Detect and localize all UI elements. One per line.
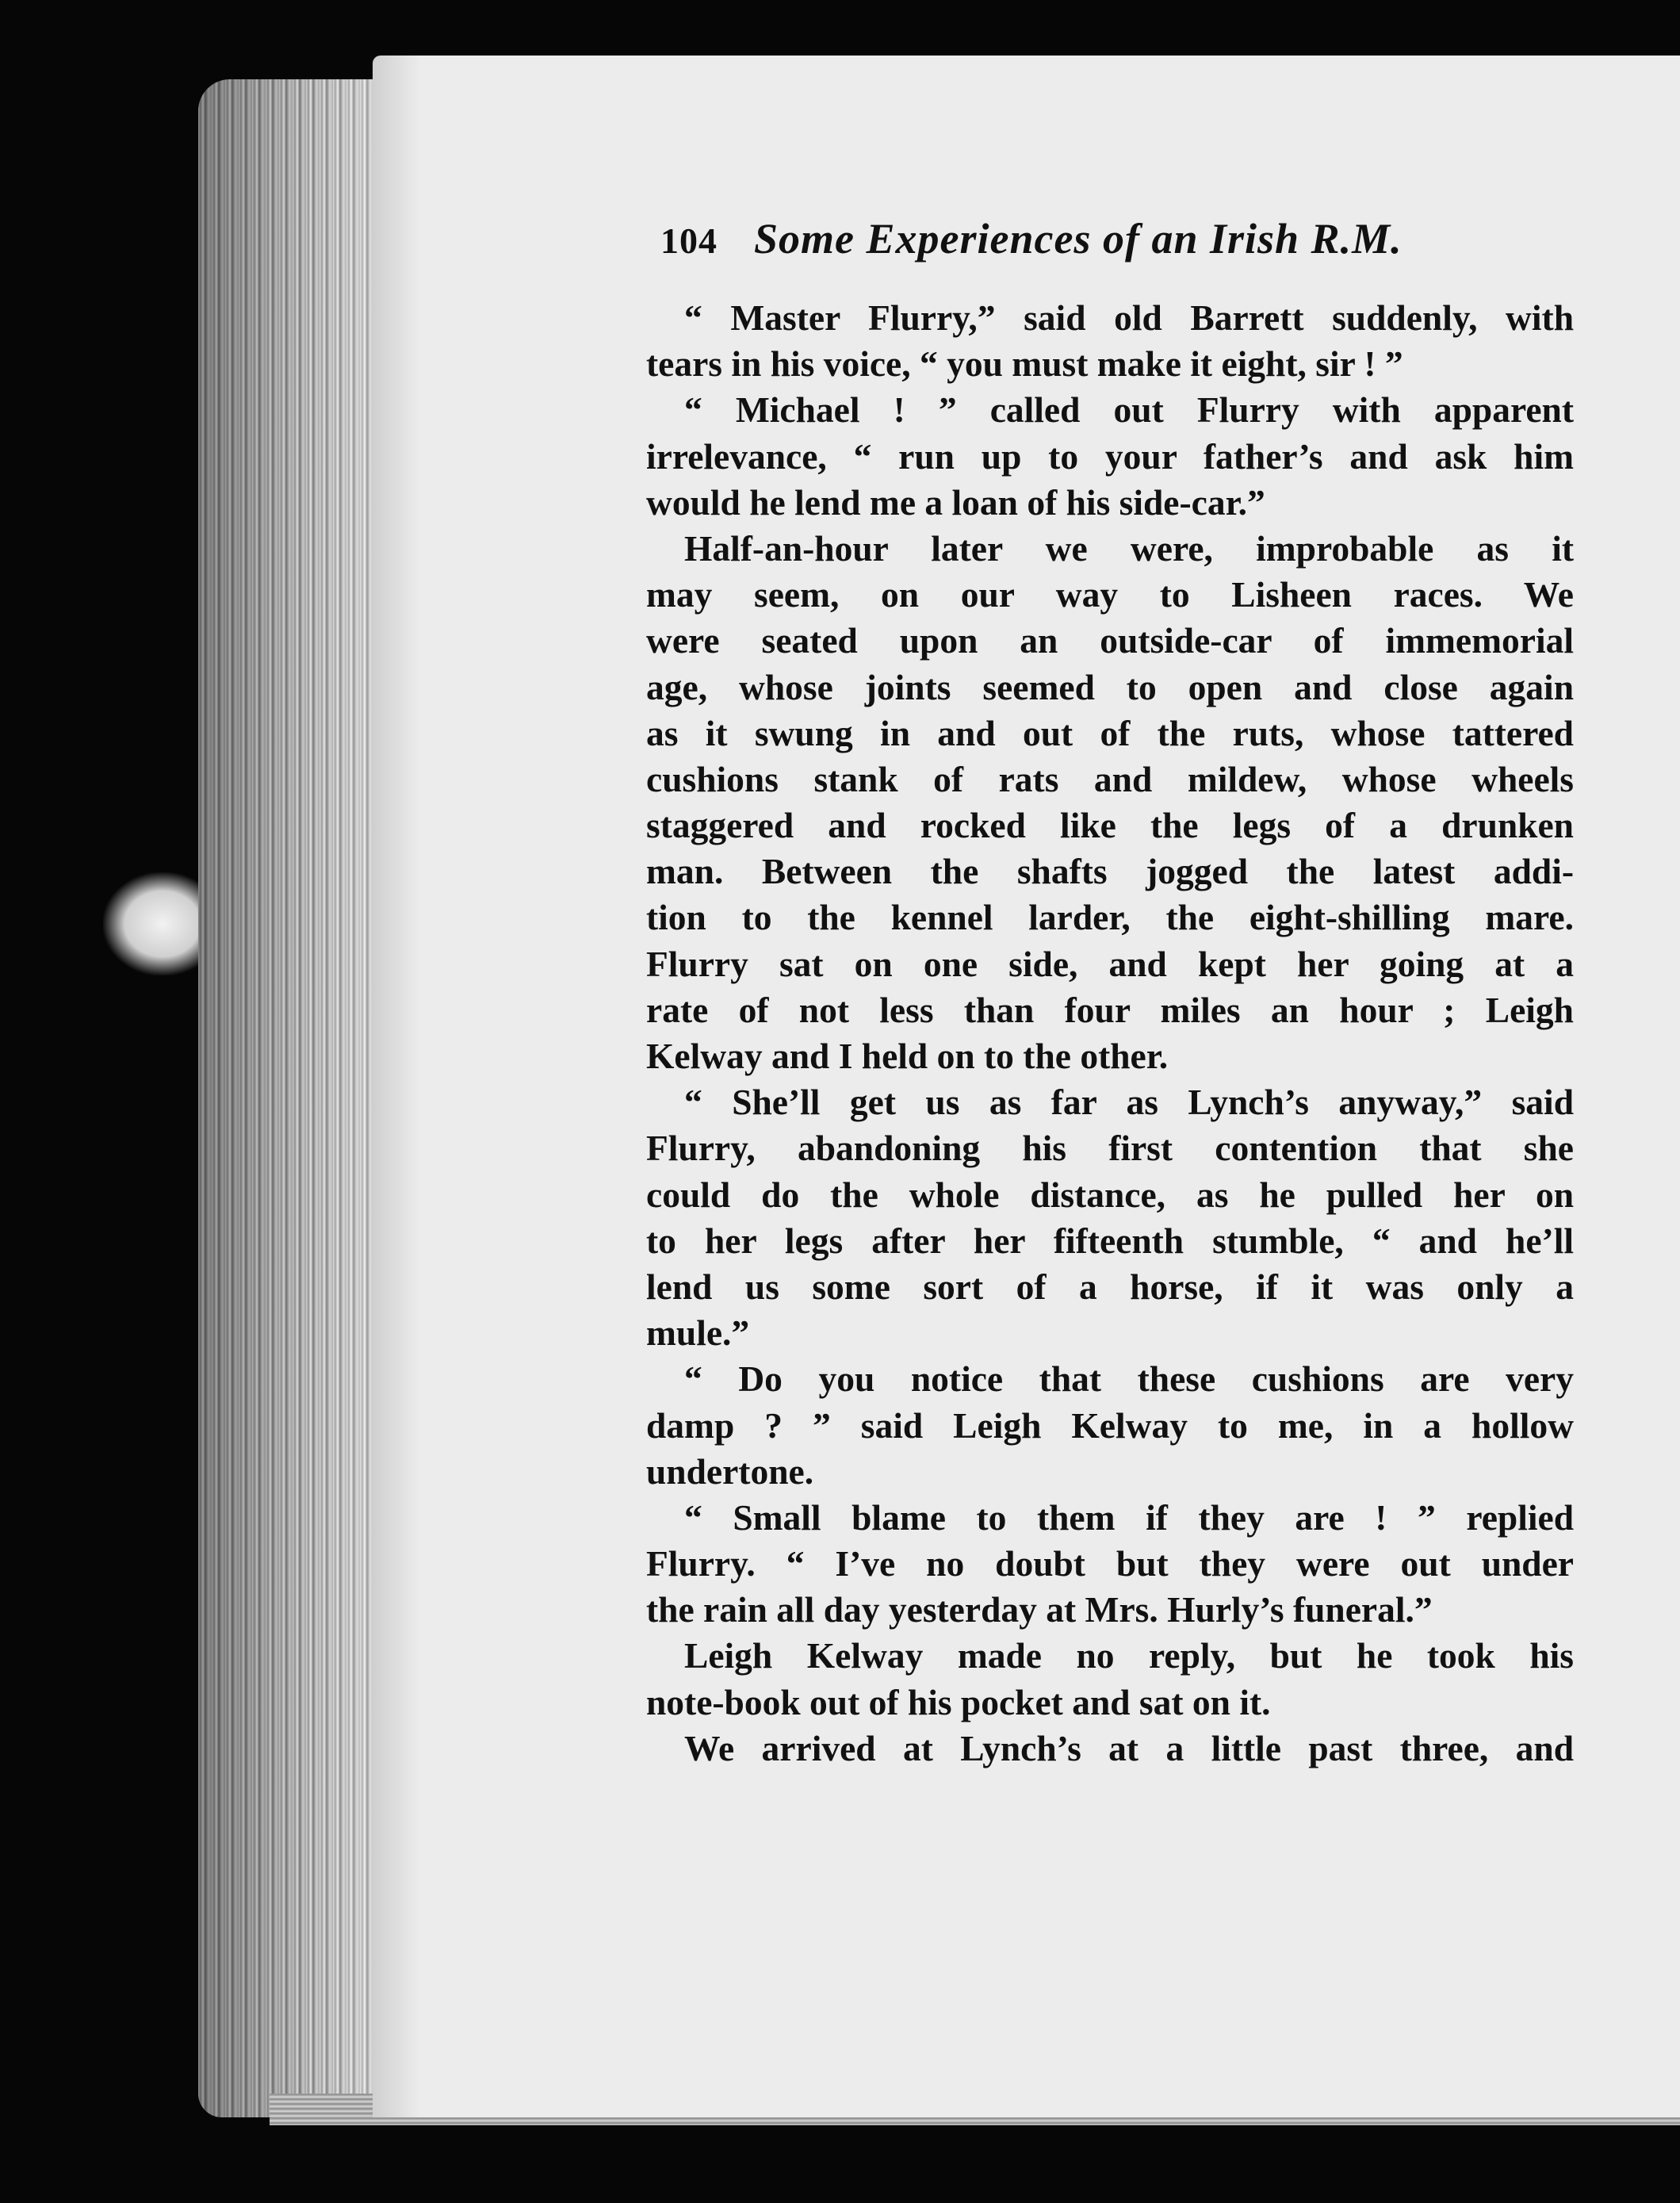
text-line: the rain all day yesterday at Mrs. Hurly’s funeral.” (646, 1589, 1433, 1630)
text-line: Half-an-hour later we were, improbable as it (684, 527, 1574, 569)
text-line: would he lend me a loan of his side-car.” (646, 481, 1265, 523)
text-line: “ Michael ! ” called out Flurry with apparent (684, 389, 1574, 431)
book-page-edges (198, 79, 381, 2117)
text-line: mule.” (646, 1312, 750, 1354)
text-line: Flurry, abandoning his first contention that she (646, 1128, 1574, 1169)
text-line: may seem, on our way to Lisheen races. We (646, 574, 1574, 615)
text-line: irrelevance, “ run up to your father’s and ask him (646, 435, 1574, 477)
text-line: We arrived at Lynch’s at a little past three, and (684, 1727, 1574, 1768)
text-line: staggered and rocked like the legs of a drunken (646, 805, 1574, 846)
text-line: man. Between the shafts jogged the latest addi- (646, 851, 1574, 892)
text-line: were seated upon an outside-car of immemorial (646, 620, 1574, 661)
page-number: 104 (660, 220, 718, 261)
text-line: “ Master Flurry,” said old Barrett suddenly, with (684, 297, 1574, 338)
text-line: tion to the kennel larder, the eight-shilling mare. (646, 897, 1574, 938)
text-line: rate of not less than four miles an hour ; Leigh (646, 989, 1574, 1030)
text-line: as it swung in and out of the ruts, whose tattered (646, 712, 1574, 753)
text-line: tears in his voice, “ you must make it eight, sir ! ” (646, 343, 1403, 385)
text-line: “ Small blame to them if they are ! ” replied (684, 1496, 1574, 1538)
text-line: Flurry sat on one side, and kept her going at a (646, 943, 1574, 984)
text-line: to her legs after her fifteenth stumble, “ and he’ll (646, 1220, 1574, 1261)
text-line: Leigh Kelway made no reply, but he took his (684, 1635, 1574, 1676)
text-line: undertone. (646, 1450, 814, 1492)
running-title: Some Experiences of an Irish R.M. (754, 215, 1403, 262)
text-line: note-book out of his pocket and sat on it. (646, 1681, 1271, 1722)
text-line: cushions stank of rats and mildew, whose wheels (646, 758, 1574, 799)
running-header (660, 214, 1533, 270)
text-line: could do the whole distance, as he pulled her on (646, 1174, 1574, 1215)
text-line: damp ? ” said Leigh Kelway to me, in a hollow (646, 1404, 1574, 1446)
text-line: Kelway and I held on to the other. (646, 1036, 1169, 1076)
text-line: Flurry. “ I’ve no doubt but they were out under (646, 1543, 1574, 1584)
body-text (646, 295, 1574, 1772)
text-line: “ She’ll get us as far as Lynch’s anyway,” said (684, 1082, 1574, 1123)
text-line: “ Do you notice that these cushions are very (684, 1358, 1574, 1400)
text-line: age, whose joints seemed to open and close again (646, 666, 1574, 707)
text-line: lend us some sort of a horse, if it was only a (646, 1266, 1574, 1307)
